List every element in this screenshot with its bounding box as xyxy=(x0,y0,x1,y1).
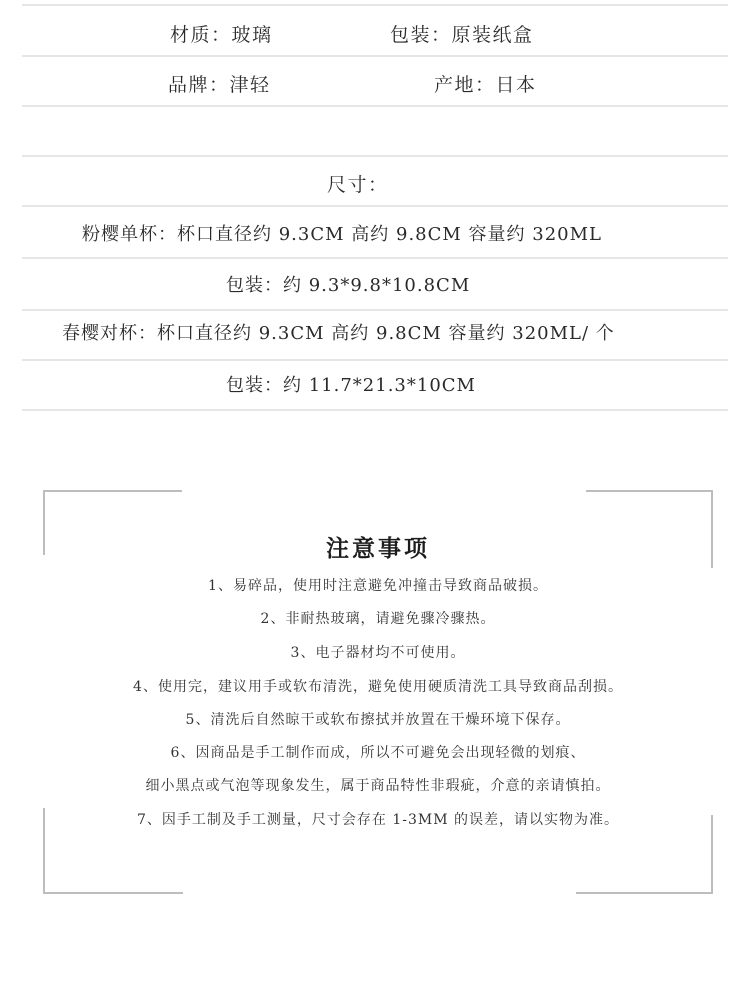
notice-item: 2、非耐热玻璃，请避免骤冷骤热。 xyxy=(260,611,496,627)
spec-single-cup: 粉樱单杯：杯口直径约 9.3CM 高约 9.8CM 容量约 320ML xyxy=(82,224,603,245)
notice-item: 7、因手工制及手工测量，尺寸会存在 1-3MM 的误差，请以实物为准。 xyxy=(136,812,620,828)
notice-item: 6、因商品是手工制作而成，所以不可避免会出现轻微的划痕、 xyxy=(170,745,586,761)
frame-corner xyxy=(43,892,183,894)
frame-corner xyxy=(43,490,182,492)
notice-item: 4、使用完，建议用手或软布清洗，避免使用硬质清洗工具导致商品刮损。 xyxy=(133,679,623,695)
frame-corner xyxy=(576,892,713,894)
spec-pair-cup: 春樱对杯：杯口直径约 9.3CM 高约 9.8CM 容量约 320ML/ 个 xyxy=(62,323,615,344)
notice-item: 1、易碎品，使用时注意避免冲撞击导致商品破损。 xyxy=(208,578,548,594)
spec-pair-pack: 包装：约 11.7*21.3*10CM xyxy=(226,375,476,396)
spec-material: 材质：玻璃 xyxy=(170,24,273,46)
spec-size-heading: 尺寸： xyxy=(327,174,389,196)
notice-title: 注意事项 xyxy=(326,535,430,562)
notice-item: 5、清洗后自然晾干或软布擦拭并放置在干燥环境下保存。 xyxy=(185,712,571,728)
notice-item: 3、电子器材均不可使用。 xyxy=(290,645,466,661)
spec-origin: 产地：日本 xyxy=(434,74,537,96)
frame-corner xyxy=(586,490,713,492)
notice-item: 细小黑点或气泡等现象发生，属于商品特性非瑕疵，介意的亲请慎拍。 xyxy=(145,778,611,794)
spec-single-pack: 包装：约 9.3*9.8*10.8CM xyxy=(226,275,471,296)
spec-packaging-type: 包装：原装纸盒 xyxy=(390,24,534,46)
spec-brand: 品牌：津轻 xyxy=(168,74,271,96)
